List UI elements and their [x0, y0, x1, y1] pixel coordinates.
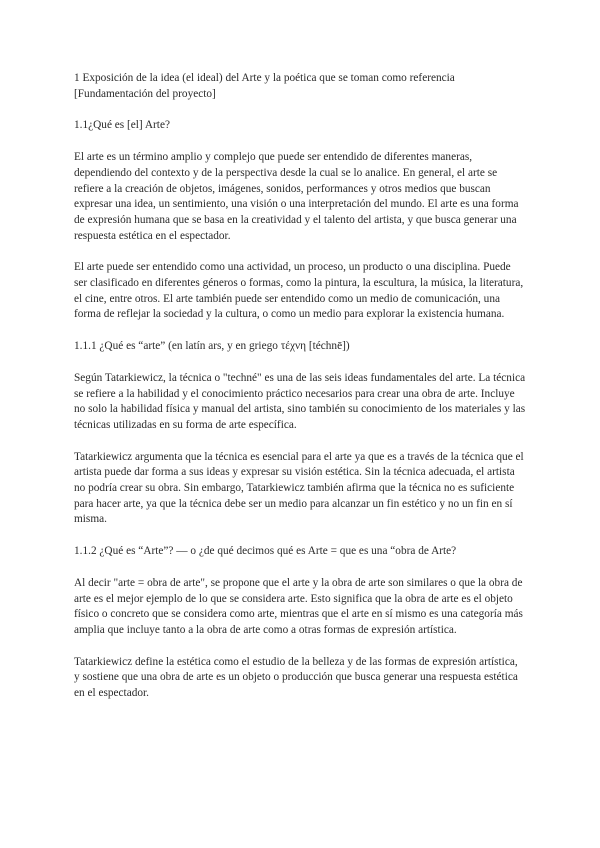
paragraph: Al decir "arte = obra de arte", se propone que el arte y la obra de arte son similares o que la obra de arte es el mejor ejemplo de lo que se considera arte. Esto significa que la obra de arte es el objeto físico o concreto que se considera como arte, mientras que el arte en sí mismo es una categoría más amplia que incluye tanto a la obra de arte como a otras formas de expresión artística. [74, 576, 523, 636]
paragraph: Tatarkiewicz define la estética como el estudio de la belleza y de las formas de expresión artística, y sostiene que una obra de arte es un objeto o producción que busca generar una respuesta estética en el espectador. [74, 655, 518, 700]
section-title: 1 Exposición de la idea (el ideal) del Arte y la poética que se toman como referencia [Fundamentación del proyecto] [74, 72, 455, 100]
document-body [74, 71, 526, 718]
paragraph: El arte puede ser entendido como una actividad, un proceso, un producto o una disciplina. Puede ser clasificado en diferentes géneros o formas, como la pintura, la escultura, la música, la literatura, el cine, entre otros. El arte también puede ser entendido como un medio de comunicación, una forma de reflejar la sociedad y la cultura, o como un medio para explorar la existencia humana. [74, 261, 524, 321]
subsection-heading-1-1-2: 1.1.2 ¿Qué es “Arte”? — o ¿de qué decimos qué es Arte = que es una “obra de Arte? [74, 545, 457, 558]
paragraph: El arte es un término amplio y complejo que puede ser entendido de diferentes maneras, dependiendo del contexto y de la perspectiva desde la cual se lo analice. En general, el arte se refiere a la creación de objetos, imágenes, sonidos, performances y otros medios que buscan expresar una idea, un sentimiento, una visión o una interpretación del mundo. El arte es una forma de expresión humana que se basa en la creatividad y el talento del artista, y que busca generar una respuesta estética en el espectador. [74, 151, 519, 242]
subsection-heading-1-1: 1.1¿Qué es [el] Arte? [74, 119, 170, 132]
paragraph: Tatarkiewicz argumenta que la técnica es esencial para el arte ya que es a través de la técnica que el artista puede dar forma a sus ideas y expresar su visión estética. Sin la técnica adecuada, el artista no podría crear su obra. Sin embargo, Tatarkiewicz también afirma que la técnica no es suficiente para hacer arte, ya que la técnica debe ser un medio para alcanzar un fin estético y no un fin en sí misma. [74, 450, 524, 526]
subsection-heading-1-1-1: 1.1.1 ¿Qué es “arte” (en latín ars, y en griego τέχνη [téchnē]) [74, 340, 350, 353]
paragraph: Según Tatarkiewicz, la técnica o "techné" es una de las seis ideas fundamentales del arte. La técnica se refiere a la habilidad y el conocimiento práctico necesarios para crear una obra de arte. Incluye no solo la habilidad física y manual del artista, sino también su conocimiento de los materiales y las técnicas utilizadas en su forma de arte específica. [74, 371, 526, 431]
